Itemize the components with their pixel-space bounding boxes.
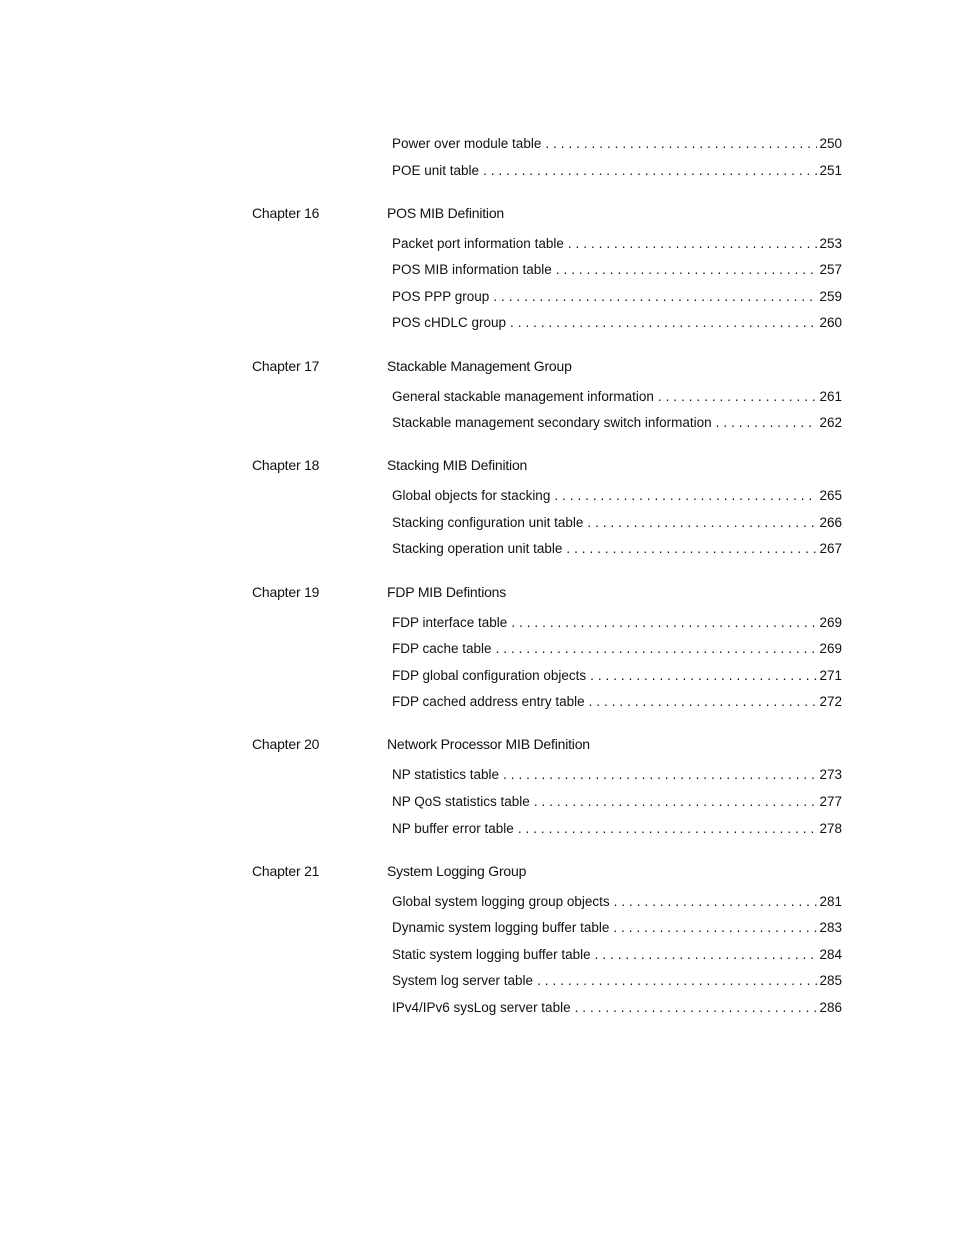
dot-leader — [589, 693, 818, 711]
toc-entry-page: 266 — [819, 515, 842, 530]
dot-leader — [493, 288, 817, 306]
toc-entry-title: Dynamic system logging buffer table — [392, 920, 610, 935]
toc-entry-page: 269 — [819, 615, 842, 630]
toc-entry-title: NP statistics table — [392, 767, 500, 782]
toc-entry-title: Stacking operation unit table — [392, 541, 563, 556]
toc-entry[interactable] — [392, 640, 842, 658]
toc-entry[interactable] — [392, 388, 842, 406]
toc-entry-page: 260 — [819, 315, 842, 330]
toc-entry-page: 277 — [819, 794, 842, 809]
dot-leader — [545, 135, 817, 153]
chapter-label: Chapter 16 — [252, 205, 320, 221]
toc-entry-page: 253 — [819, 236, 842, 251]
dot-leader — [587, 514, 817, 532]
toc-entry-title: Static system logging buffer table — [392, 947, 591, 962]
toc-entry-page: 272 — [819, 694, 842, 709]
toc-entry-title: FDP global configuration objects — [392, 668, 587, 683]
toc-entry-title: System log server table — [392, 973, 534, 988]
toc-entry[interactable] — [392, 793, 842, 811]
dot-leader — [554, 487, 817, 505]
toc-entry[interactable] — [392, 972, 842, 990]
toc-entry-title: Global system logging group objects — [392, 894, 610, 909]
toc-entry-title: Global objects for stacking — [392, 488, 551, 503]
toc-entry[interactable] — [392, 261, 842, 279]
dot-leader — [556, 261, 818, 279]
toc-entry[interactable] — [392, 766, 842, 784]
chapter-title[interactable]: Stackable Management Group — [387, 358, 572, 374]
chapter-label: Chapter 19 — [252, 584, 320, 600]
toc-entry-page: 251 — [819, 163, 842, 178]
dot-leader — [511, 614, 817, 632]
toc-entry-title: POE unit table — [392, 163, 480, 178]
dot-leader — [716, 414, 818, 432]
dot-leader — [568, 235, 818, 253]
toc-entry-page: 250 — [819, 136, 842, 151]
toc-entry[interactable] — [392, 414, 842, 432]
toc-entry-title: General stackable management information — [392, 389, 654, 404]
dot-leader — [595, 946, 818, 964]
toc-entry[interactable] — [392, 999, 842, 1017]
toc-entry-page: 278 — [819, 821, 842, 836]
toc-entry-title: POS cHDLC group — [392, 315, 507, 330]
dot-leader — [483, 162, 817, 180]
toc-entry-page: 265 — [819, 488, 842, 503]
chapter-label: Chapter 21 — [252, 863, 320, 879]
toc-entry-title: Power over module table — [392, 136, 542, 151]
dot-leader — [613, 919, 817, 937]
dot-leader — [590, 667, 817, 685]
toc-entry-title: IPv4/IPv6 sysLog server table — [392, 1000, 571, 1015]
dot-leader — [534, 793, 818, 811]
toc-entry-page: 259 — [819, 289, 842, 304]
dot-leader — [496, 640, 818, 658]
toc-entry-title: Stacking configuration unit table — [392, 515, 584, 530]
chapter-label: Chapter 20 — [252, 736, 320, 752]
toc-entry[interactable] — [392, 235, 842, 253]
toc-entry[interactable] — [392, 487, 842, 505]
toc-entry[interactable] — [392, 540, 842, 558]
dot-leader — [575, 999, 818, 1017]
toc-entry-title: POS PPP group — [392, 289, 490, 304]
dot-leader — [614, 893, 818, 911]
toc-entry[interactable] — [392, 614, 842, 632]
toc-entry-page: 281 — [819, 894, 842, 909]
toc-entry-title: FDP cache table — [392, 641, 492, 656]
toc-entry-page: 267 — [819, 541, 842, 556]
chapter-label: Chapter 17 — [252, 358, 320, 374]
toc-entry-page: 262 — [819, 415, 842, 430]
dot-leader — [518, 820, 818, 838]
toc-entry-title: FDP interface table — [392, 615, 508, 630]
chapter-title[interactable]: FDP MIB Defintions — [387, 584, 507, 600]
dot-leader — [537, 972, 817, 990]
toc-entry-title: NP buffer error table — [392, 821, 514, 836]
dot-leader — [503, 766, 817, 784]
toc-entry[interactable] — [392, 288, 842, 306]
toc-entry-title: FDP cached address entry table — [392, 694, 585, 709]
toc-entry-page: 283 — [819, 920, 842, 935]
toc-entry-page: 273 — [819, 767, 842, 782]
toc-entry-page: 271 — [819, 668, 842, 683]
toc-entry-title: NP QoS statistics table — [392, 794, 530, 809]
toc-entry[interactable] — [392, 514, 842, 532]
chapter-title[interactable]: Stacking MIB Definition — [387, 457, 528, 473]
toc-entry[interactable] — [392, 162, 842, 180]
toc-entry-title: Packet port information table — [392, 236, 564, 251]
toc-entry[interactable] — [392, 693, 842, 711]
toc-entry[interactable] — [392, 820, 842, 838]
toc-entry[interactable] — [392, 667, 842, 685]
toc-entry-page: 284 — [819, 947, 842, 962]
chapter-label: Chapter 18 — [252, 457, 320, 473]
toc-entry-title: POS MIB information table — [392, 262, 552, 277]
toc-entry-page: 269 — [819, 641, 842, 656]
toc-entry-title: Stackable management secondary switch information — [392, 415, 712, 430]
dot-leader — [566, 540, 817, 558]
toc-entry[interactable] — [392, 135, 842, 153]
toc-entry-page: 257 — [819, 262, 842, 277]
toc-entry-page: 286 — [819, 1000, 842, 1015]
toc-entry[interactable] — [392, 946, 842, 964]
toc-entry[interactable] — [392, 919, 842, 937]
chapter-title[interactable]: POS MIB Definition — [387, 205, 504, 221]
toc-entry[interactable] — [392, 893, 842, 911]
toc-entry[interactable] — [392, 314, 842, 332]
dot-leader — [658, 388, 818, 406]
toc-entry-page: 285 — [819, 973, 842, 988]
toc-entry-page: 261 — [819, 389, 842, 404]
chapter-title[interactable]: System Logging Group — [387, 863, 527, 879]
chapter-title[interactable]: Network Processor MIB Definition — [387, 736, 590, 752]
dot-leader — [510, 314, 817, 332]
